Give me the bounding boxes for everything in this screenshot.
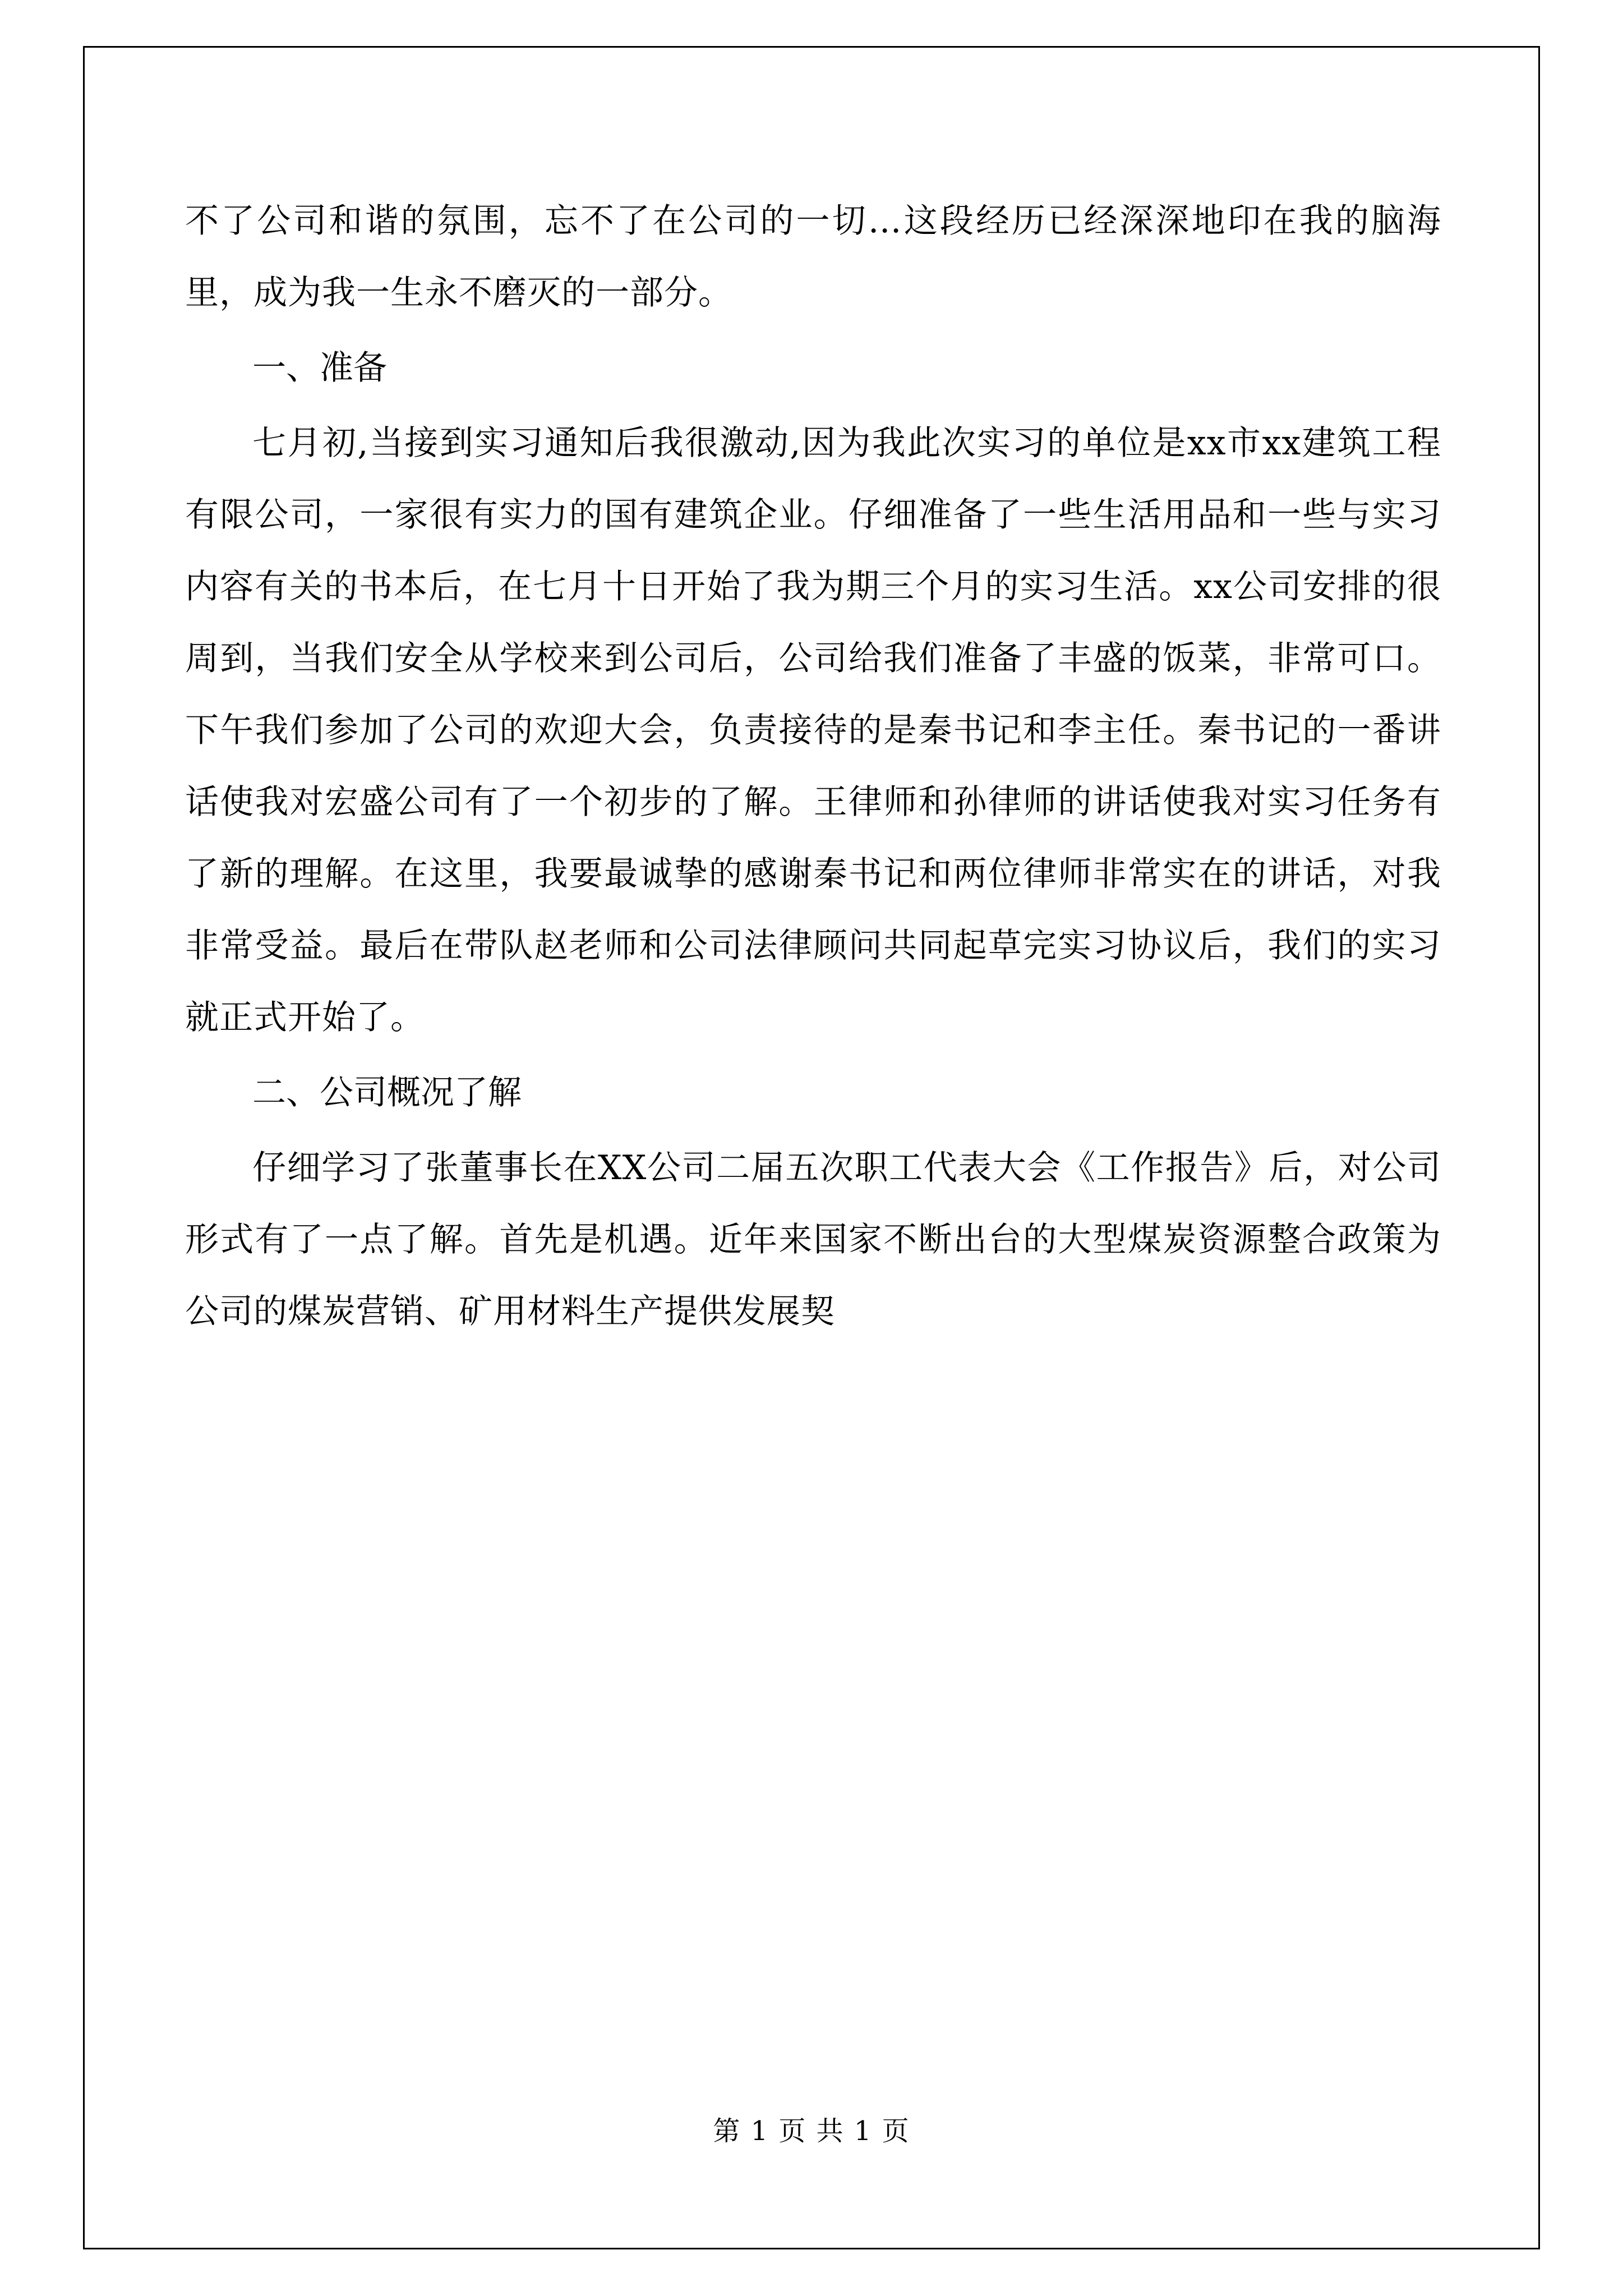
section-heading-1: 一、准备	[252, 348, 387, 388]
document-content	[185, 185, 1441, 1351]
paragraph-1: 不了公司和谐的氛围，忘不了在公司的一切…这段经历已经深深地印在我的脑海里，成为我一生永不磨灭的一部分。	[185, 201, 1441, 312]
paragraph-3: 仔细学习了张董事长在XX公司二届五次职工代表大会《工作报告》后，对公司形式有了一点了解。首先是机遇。近年来国家不断出台的大型煤炭资源整合政策为公司的煤炭营销、矿用材料生产提供发展契	[185, 1148, 1441, 1331]
paragraph-2: 七月初,当接到实习通知后我很激动,因为我此次实习的单位是xx市xx建筑工程有限公司，一家很有实力的国有建筑企业。仔细准备了一些生活用品和一些与实习内容有关的书本后，在七月十日开始了我为期三个月的实习生活。xx公司安排的很周到，当我们安全从学校来到公司后，公司给我们准备了丰盛的饭菜，非常可口。下午我们参加了公司的欢迎大会，负责接待的是秦书记和李主任。秦书记的一番讲话使我对宏盛公司有了一个初步的了解。王律师和孙律师的讲话使我对实习任务有了新的理解。在这里，我要最诚挚的感谢秦书记和两位律师非常实在的讲话，对我非常受益。最后在带队赵老师和公司法律顾问共同起草完实习协议后，我们的实习就正式开始了。	[185, 424, 1441, 1037]
page-footer: 第 1 页 共 1 页	[713, 2115, 910, 2147]
section-heading-2: 二、公司概况了解	[252, 1073, 522, 1112]
